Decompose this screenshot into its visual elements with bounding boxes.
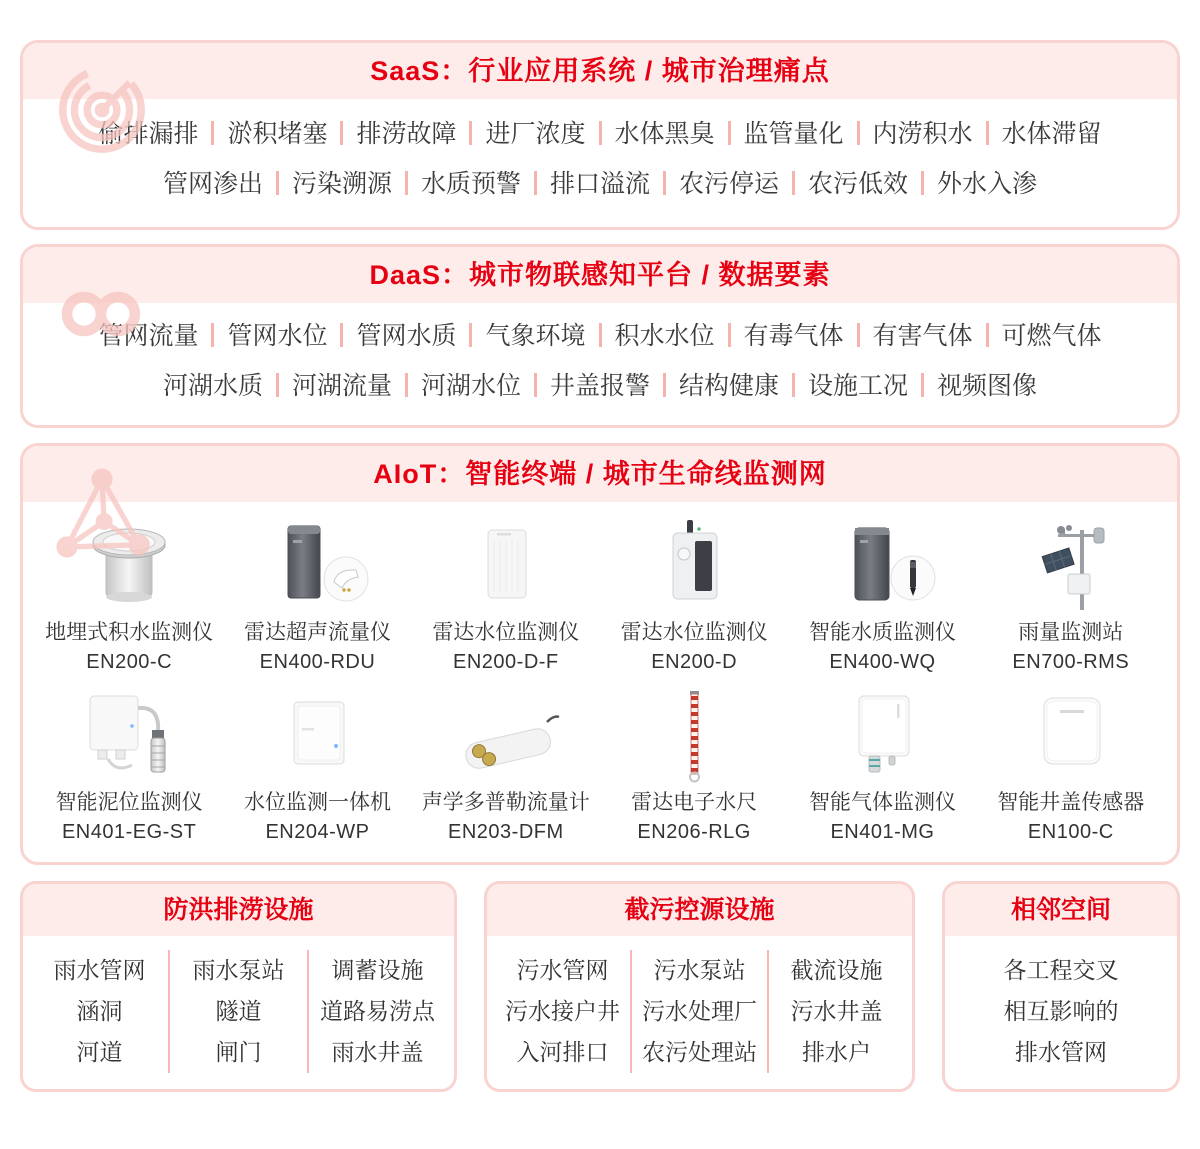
daas-item: 可燃气体 bbox=[973, 311, 1102, 361]
product-name: 雨量监测站 bbox=[1018, 621, 1124, 644]
facility-item: 雨水井盖 bbox=[331, 1039, 424, 1065]
radar-ultrasonic-flowmeter-image bbox=[223, 518, 411, 614]
gas-sensor-image bbox=[788, 688, 976, 784]
product-card bbox=[977, 688, 1165, 846]
saas-item: 排口溢流 bbox=[521, 159, 650, 209]
facility-column bbox=[307, 950, 446, 1073]
adjacent-space-box bbox=[942, 881, 1180, 1092]
product-name: 雷达超声流量仪 bbox=[243, 621, 391, 644]
facility-column bbox=[630, 950, 767, 1073]
facility-column bbox=[495, 950, 630, 1073]
saas-item: 管网渗出 bbox=[162, 170, 263, 198]
product-model: EN203-DFM bbox=[448, 821, 564, 843]
product-card bbox=[223, 518, 411, 676]
saas-items bbox=[23, 99, 1177, 227]
doppler-flowmeter-image bbox=[412, 688, 600, 784]
saas-title: SaaS：行业应用系统 / 城市治理痛点 bbox=[23, 43, 1177, 99]
saas-item: 污染溯源 bbox=[263, 159, 392, 209]
facility-column bbox=[767, 950, 904, 1073]
daas-item: 管网水质 bbox=[327, 311, 456, 361]
product-model: EN200-D bbox=[651, 651, 738, 673]
product-model: EN204-WP bbox=[265, 821, 370, 843]
facility-item: 污水处理厂 bbox=[642, 998, 757, 1024]
product-card bbox=[600, 688, 788, 846]
product-name: 智能井盖传感器 bbox=[997, 791, 1145, 814]
product-card bbox=[412, 518, 600, 676]
daas-item: 河湖流量 bbox=[263, 361, 392, 411]
facility-item: 污水泵站 bbox=[653, 957, 746, 983]
manhole-cover-sensor-image bbox=[977, 688, 1165, 784]
saas-row-1 bbox=[51, 109, 1149, 159]
product-name: 雷达电子水尺 bbox=[631, 791, 758, 814]
daas-item: 河湖水质 bbox=[162, 372, 263, 400]
pollution-control-columns bbox=[487, 936, 912, 1089]
facility-item: 入河排口 bbox=[516, 1039, 609, 1065]
product-name: 智能泥位监测仪 bbox=[55, 791, 203, 814]
product-name: 水位监测一体机 bbox=[243, 791, 391, 814]
saas-item: 偷排漏排 bbox=[98, 120, 199, 148]
facility-row bbox=[20, 881, 1180, 1092]
product-model: EN200-D-F bbox=[453, 651, 559, 673]
facility-item: 农污处理站 bbox=[642, 1039, 757, 1065]
facility-item: 道路易涝点 bbox=[320, 998, 435, 1024]
product-name: 地埋式积水监测仪 bbox=[45, 621, 214, 644]
product-name: 雷达水位监测仪 bbox=[432, 621, 580, 644]
daas-item: 视频图像 bbox=[908, 361, 1037, 411]
product-card bbox=[35, 518, 223, 676]
pollution-control-title: 截污控源设施 bbox=[487, 884, 912, 936]
facility-item: 隧道 bbox=[215, 998, 262, 1024]
product-name: 智能气体监测仪 bbox=[808, 791, 956, 814]
product-model: EN700-RMS bbox=[1012, 651, 1130, 673]
pollution-control-facilities-box bbox=[484, 881, 915, 1092]
daas-item: 井盖报警 bbox=[521, 361, 650, 411]
saas-item: 淤积堵塞 bbox=[198, 109, 327, 159]
facility-item: 雨水泵站 bbox=[192, 957, 285, 983]
daas-item: 管网流量 bbox=[98, 322, 199, 350]
product-model: EN100-C bbox=[1027, 821, 1114, 843]
saas-item: 排涝故障 bbox=[327, 109, 456, 159]
product-model: EN401-MG bbox=[830, 821, 935, 843]
facility-item: 各工程交叉 bbox=[1003, 957, 1119, 983]
daas-item: 设施工况 bbox=[779, 361, 908, 411]
saas-item: 水体黑臭 bbox=[586, 109, 715, 159]
facility-item: 排水管网 bbox=[1015, 1039, 1107, 1065]
daas-item: 积水水位 bbox=[586, 311, 715, 361]
aiot-panel bbox=[20, 443, 1180, 865]
product-name: 智能水质监测仪 bbox=[808, 621, 956, 644]
product-model: EN200-C bbox=[86, 651, 173, 673]
product-card bbox=[412, 688, 600, 846]
facility-item: 污水管网 bbox=[516, 957, 609, 983]
facility-item: 污水井盖 bbox=[790, 998, 883, 1024]
daas-row-2 bbox=[51, 361, 1149, 411]
saas-item: 监管量化 bbox=[715, 109, 844, 159]
radar-level-sensor-f-image bbox=[412, 518, 600, 614]
daas-item: 有害气体 bbox=[844, 311, 973, 361]
facility-item: 涵洞 bbox=[76, 998, 123, 1024]
flood-control-facilities-box bbox=[20, 881, 457, 1092]
saas-item: 农污停运 bbox=[650, 159, 779, 209]
saas-item: 外水入渗 bbox=[908, 159, 1037, 209]
radar-water-gauge-image bbox=[600, 688, 788, 784]
product-model: EN400-RDU bbox=[259, 651, 376, 673]
facility-item: 相互影响的 bbox=[1003, 998, 1119, 1024]
facility-item: 雨水管网 bbox=[53, 957, 146, 983]
facility-item: 河道 bbox=[76, 1039, 123, 1065]
adjacent-space-lines bbox=[945, 936, 1177, 1089]
daas-title: DaaS：城市物联感知平台 / 数据要素 bbox=[23, 247, 1177, 303]
product-card bbox=[600, 518, 788, 676]
product-card bbox=[223, 688, 411, 846]
aiot-title: AIoT：智能终端 / 城市生命线监测网 bbox=[23, 446, 1177, 502]
saas-panel bbox=[20, 40, 1180, 230]
saas-item: 内涝积水 bbox=[844, 109, 973, 159]
daas-item: 结构健康 bbox=[650, 361, 779, 411]
product-name: 声学多普勒流量计 bbox=[421, 791, 590, 814]
rain-station-image bbox=[977, 518, 1165, 614]
saas-item: 水质预警 bbox=[392, 159, 521, 209]
aiot-product-row-1 bbox=[23, 502, 1177, 680]
daas-panel bbox=[20, 244, 1180, 428]
saas-item: 农污低效 bbox=[779, 159, 908, 209]
product-card bbox=[788, 518, 976, 676]
product-model: EN206-RLG bbox=[637, 821, 751, 843]
facility-item: 污水接户井 bbox=[505, 998, 620, 1024]
product-card bbox=[977, 518, 1165, 676]
facility-item: 截流设施 bbox=[790, 957, 883, 983]
buried-water-sensor-image bbox=[35, 518, 223, 614]
saas-row-2 bbox=[51, 159, 1149, 209]
product-name: 雷达水位监测仪 bbox=[620, 621, 768, 644]
flood-control-title: 防洪排涝设施 bbox=[23, 884, 454, 936]
saas-item: 水体滞留 bbox=[973, 109, 1102, 159]
facility-column bbox=[31, 950, 168, 1073]
aiot-product-row-2 bbox=[23, 680, 1177, 862]
daas-item: 有毒气体 bbox=[715, 311, 844, 361]
adjacent-space-title: 相邻空间 bbox=[945, 884, 1177, 936]
product-model: EN400-WQ bbox=[829, 651, 936, 673]
daas-row-1 bbox=[51, 311, 1149, 361]
daas-items bbox=[23, 303, 1177, 425]
daas-item: 气象环境 bbox=[456, 311, 585, 361]
facility-item: 闸门 bbox=[215, 1039, 262, 1065]
product-card bbox=[35, 688, 223, 846]
radar-level-sensor-image bbox=[600, 518, 788, 614]
sludge-level-sensor-image bbox=[35, 688, 223, 784]
product-card bbox=[788, 688, 976, 846]
water-level-allinone-image bbox=[223, 688, 411, 784]
flood-control-columns bbox=[23, 936, 454, 1089]
daas-item: 河湖水位 bbox=[392, 361, 521, 411]
water-quality-sensor-image bbox=[788, 518, 976, 614]
facility-item: 调蓄设施 bbox=[331, 957, 424, 983]
product-model: EN401-EG-ST bbox=[61, 821, 197, 843]
facility-item: 排水户 bbox=[802, 1039, 871, 1065]
facility-column bbox=[168, 950, 307, 1073]
saas-item: 进厂浓度 bbox=[456, 109, 585, 159]
daas-item: 管网水位 bbox=[198, 311, 327, 361]
